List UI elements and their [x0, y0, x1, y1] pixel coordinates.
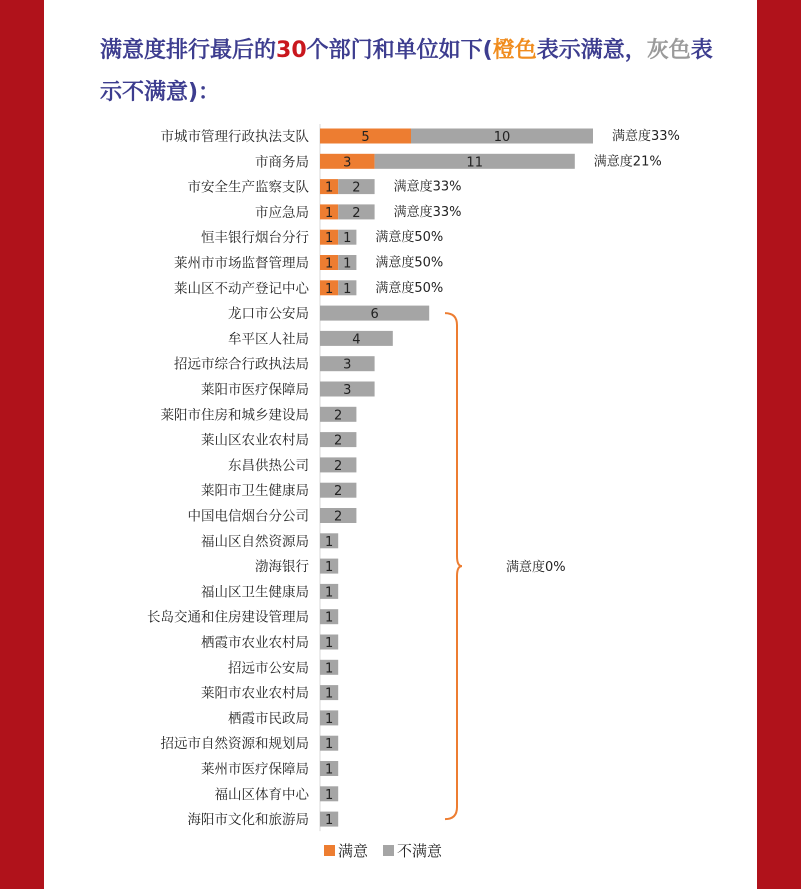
category-label: 市城市管理行政执法支队	[160, 129, 309, 145]
category-label: 市商务局	[255, 154, 309, 171]
category-label: 渤海银行	[255, 559, 309, 576]
satisfaction-annotation: 满意度50%	[375, 230, 444, 246]
data-label-satisfied: 1	[324, 256, 334, 272]
data-label-satisfied: 1	[324, 205, 334, 221]
data-label-unsatisfied: 2	[334, 458, 343, 474]
category-label: 莱州市市场监督管理局	[174, 255, 309, 272]
legend-swatch-satisfied	[324, 845, 335, 856]
category-label: 福山区卫生健康局	[201, 584, 309, 601]
category-label: 市应急局	[255, 204, 309, 221]
title-orange-word: 橙色	[492, 38, 537, 63]
data-label-unsatisfied: 2	[352, 205, 361, 221]
legend-label-unsatisfied: 不满意	[397, 842, 443, 860]
data-label-unsatisfied: 2	[334, 433, 343, 449]
legend-label-satisfied: 满意	[338, 842, 369, 860]
data-label-unsatisfied: 6	[370, 307, 379, 323]
data-label-unsatisfied: 1	[343, 281, 352, 297]
data-label-satisfied: 5	[361, 130, 370, 145]
data-label-unsatisfied: 1	[324, 762, 334, 778]
satisfaction-annotation: 满意度33%	[393, 204, 462, 220]
data-label-unsatisfied: 1	[343, 231, 352, 247]
data-label-unsatisfied: 1	[324, 585, 334, 601]
category-label: 福山区体育中心	[214, 786, 309, 803]
zero-satisfaction-brace	[445, 313, 462, 819]
category-label: 莱山区农业农村局	[201, 432, 309, 449]
data-label-unsatisfied: 2	[352, 180, 361, 196]
category-label: 莱阳市农业农村局	[201, 685, 309, 702]
category-label: 莱阳市住房和城乡建设局	[160, 407, 309, 424]
category-label: 莱阳市医疗保障局	[201, 382, 309, 398]
category-label: 招远市自然资源和规划局	[160, 736, 309, 753]
legend-swatch-unsatisfied	[383, 845, 394, 856]
data-label-unsatisfied: 1	[324, 686, 334, 702]
title-part4: 表示不满意)：	[100, 38, 713, 105]
category-label: 东昌供热公司	[228, 457, 309, 474]
title-part2: 个部门和单位如下(	[306, 38, 493, 63]
data-label-unsatisfied: 2	[334, 484, 343, 500]
data-label-unsatisfied: 1	[324, 787, 334, 803]
data-label-satisfied: 3	[343, 155, 352, 171]
category-label: 招远市公安局	[228, 660, 309, 677]
title-part3: 表示满意，	[536, 38, 647, 63]
title-gray-word: 灰色	[646, 38, 691, 63]
satisfaction-annotation: 满意度50%	[375, 255, 444, 271]
category-label: 招远市综合行政执法局	[174, 356, 309, 373]
satisfaction-annotation: 满意度50%	[375, 280, 444, 296]
data-label-unsatisfied: 1	[324, 636, 334, 651]
title-part1: 满意度排行最后的	[100, 38, 277, 63]
category-label: 牟平区人社局	[228, 331, 309, 348]
data-label-unsatisfied: 1	[324, 711, 334, 727]
satisfaction-annotation: 满意度33%	[612, 129, 680, 144]
data-label-unsatisfied: 1	[324, 813, 334, 829]
category-label: 龙口市公安局	[228, 306, 309, 323]
data-label-unsatisfied: 4	[352, 332, 361, 348]
category-label: 市安全生产监察支队	[187, 179, 309, 196]
data-label-unsatisfied: 2	[334, 509, 343, 525]
data-label-unsatisfied: 1	[324, 661, 334, 677]
category-label: 莱山区不动产登记中心	[174, 280, 309, 297]
title-number: 30	[276, 38, 307, 63]
category-label: 福山区自然资源局	[201, 533, 309, 550]
category-label: 长岛交通和住房建设管理局	[147, 609, 309, 626]
data-label-unsatisfied: 1	[324, 610, 334, 626]
category-label: 莱州市医疗保障局	[201, 761, 309, 778]
category-label: 莱阳市卫生健康局	[201, 483, 309, 500]
data-label-satisfied: 1	[324, 281, 334, 297]
category-label: 栖霞市农业农村局	[201, 635, 309, 651]
data-label-unsatisfied: 10	[493, 130, 511, 145]
data-label-unsatisfied: 3	[343, 357, 352, 373]
satisfaction-annotation: 满意度33%	[393, 179, 462, 195]
category-label: 恒丰银行烟台分行	[201, 230, 309, 247]
data-label-unsatisfied: 1	[324, 560, 334, 576]
data-label-unsatisfied: 1	[343, 256, 352, 272]
category-label: 海阳市文化和旅游局	[187, 812, 309, 829]
data-label-satisfied: 1	[324, 180, 334, 196]
data-label-unsatisfied: 1	[324, 534, 334, 550]
satisfaction-annotation: 满意度21%	[593, 154, 662, 170]
data-label-unsatisfied: 2	[334, 408, 343, 424]
data-label-satisfied: 1	[324, 231, 334, 247]
data-label-unsatisfied: 1	[324, 737, 334, 753]
data-label-unsatisfied: 3	[343, 383, 352, 398]
category-label: 栖霞市民政局	[228, 710, 309, 727]
data-label-unsatisfied: 11	[466, 155, 483, 171]
category-label: 中国电信烟台分公司	[187, 508, 309, 525]
zero-satisfaction-annotation: 满意度0%	[506, 560, 566, 576]
